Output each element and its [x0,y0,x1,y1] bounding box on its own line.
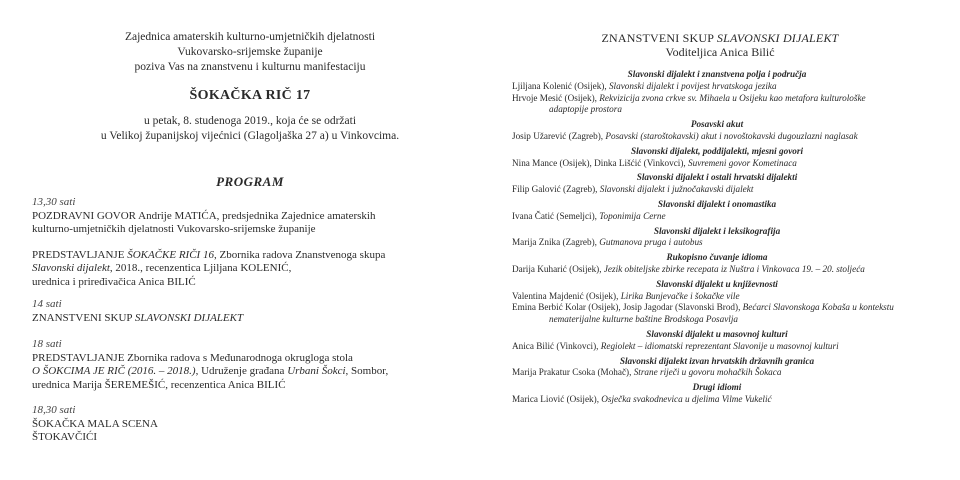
paper-author: Emina Berbić Kolar (Osijek), Josip Jagodar (Slavonski Brod), [512,302,743,313]
slot-text: PREDSTAVLJANJE ŠOKAČKE RIČI 16, Zbornika radova Znanstvenoga skupa [32,248,386,261]
paper-entry [512,81,922,93]
paper-entry [512,341,922,353]
paper-title: Posavski (staroštokavski) akut i novoštokavski dugouzlazni naglasak [605,130,858,141]
program-slot [32,298,452,325]
paper-author: Ljiljana Kolenić (Osijek), [512,80,609,91]
slot-text: POZDRAVNI GOVOR Andrije MATIĆA, predsjednika Zajednice amaterskih [32,209,376,222]
slot-text: urednica i priređivačica Anica BILIĆ [32,275,196,288]
paper-author: Filip Galović (Zagreb), [512,184,600,195]
slot-text: kulturno-umjetničkih djelatnosti Vukovarsko-srijemske županije [32,223,316,235]
slot-time: 18 sati [32,338,62,350]
event-date: u petak, 8. studenoga 2019., koja će se održati [143,115,357,127]
paper-author: Marija Znika (Zagreb), [512,237,600,248]
paper-author: Marica Liović (Osijek), [512,393,602,404]
section-title: Rukopisno čuvanje idioma [666,252,768,263]
paper-author: Marija Prakatur Csoka (Mohač), [512,367,634,378]
paper-author: Josip Užarević (Zagreb), [512,130,606,141]
event-title: ŠOKAČKA RIČ 17 [189,88,311,103]
paper-entry [512,367,922,379]
paper-title: Suvremeni govor Kometinaca [688,157,797,168]
paper-entry [512,131,922,143]
slot-time: 18,30 sati [32,404,76,416]
paper-entry [512,291,922,303]
paper-title: Toponimija Cerne [599,210,666,221]
paper-author: Valentina Majdenić (Osijek), [512,290,621,301]
slot-text: PREDSTAVLJANJE Zbornika radova s Međunarodnoga okrugloga stola [32,351,353,364]
paper-author: Hrvoje Mesić (Osijek), [512,92,600,103]
section-title: Slavonski dijalekt u masovnoj kulturi [646,328,788,339]
paper-entry [512,237,922,249]
county-line: Vukovarsko-srijemske županije [177,46,323,58]
paper-author: Anica Bilić (Vinkovci), [512,340,601,351]
paper-title: Regiolekt – idiomatski reprezentant Slavonije u masovnoj kulturi [600,340,839,351]
paper-author: Darija Kuharić (Osijek), [512,263,604,274]
program-slot [32,404,452,445]
invitation-block [70,30,430,75]
paper-title-continued: nematerijalne kulturne baštine Brodskoga Posavlja [549,314,738,325]
section-title: Slavonski dijalekt i onomastika [657,198,777,209]
right-page [480,0,960,480]
event-details [70,114,430,144]
paper-title: Jezik obiteljske zbirke recepata iz Nuštra i Vinkovaca 19. – 20. stoljeća [603,263,865,274]
paper-entry [512,302,922,326]
invitation-line: poziva Vas na znanstvenu i kulturnu manifestaciju [134,61,366,73]
slot-text: ZNANSTVENI SKUP SLAVONSKI DIJALEKT [32,311,244,324]
paper-title: Rekvizicija zvona crkve sv. Mihaela u Osijeku kao metafora kulturološke [599,92,866,103]
slot-text: ŠOKAČKA MALA SCENA [32,417,158,430]
section-title: Posavski akut [690,119,744,130]
section-title: Slavonski dijalekt, poddijalekti, mjesni govori [630,145,803,156]
symposium-title: ZNANSTVENI SKUP SLAVONSKI DIJALEKT [601,31,839,45]
paper-entry [512,264,922,276]
slot-text: O ŠOKCIMA JE RIČ (2016. – 2018.), Udruženje građana Urbani Šokci, Sombor, [32,365,389,377]
paper-entry [512,158,922,170]
organizer-line: Zajednica amaterskih kulturno-umjetničkih djelatnosti [124,31,376,43]
program-heading: PROGRAM [216,174,284,189]
paper-title: Gutmanova pruga i autobus [599,237,703,248]
paper-author: Nina Mance (Osijek), Dinka Lišćić (Vinkovci), [512,157,688,168]
paper-title: Lirika Bunjevačke i šokačke vile [620,290,740,301]
slot-time: 13,30 sati [32,196,76,208]
paper-title: Slavonski dijalekt i južnočakavski dijalekt [599,184,754,195]
section-title: Slavonski dijalekt izvan hrvatskih državnih granica [619,355,815,366]
paper-entry [512,211,922,223]
paper-title: Slavonski dijalekt i povijest hrvatskoga jezika [608,80,777,91]
slot-time: 14 sati [32,298,62,310]
section-title: Drugi idiomi [692,382,742,393]
program-slot [32,196,452,289]
paper-entry [512,184,922,196]
paper-title: Bećarci Slavonskoga Kobaša u kontekstu [742,302,894,313]
paper-title: Strane riječi u govoru mohačkih Šokaca [633,367,782,378]
paper-entry [512,93,922,117]
section-title: Slavonski dijalekt u književnosti [656,278,778,289]
paper-author: Ivana Čatić (Semeljci), [512,210,600,221]
section-title: Slavonski dijalekt i ostali hrvatski dijalekti [636,172,798,183]
slot-text: Slavonski dijalekt, 2018., recenzentica Ljiljana KOLENIĆ, [32,262,292,274]
section-title: Slavonski dijalekt i znanstvena polja i područja [627,69,807,79]
paper-title: Osječka svakodnevica u djelima Vilme Vukelić [601,393,772,404]
slot-text: ŠTOKAVČIĆI [32,431,97,443]
event-place: u Velikoj županijskoj vijećnici (Glagoljaška 27 a) u Vinkovcima. [100,130,400,142]
section-title: Slavonski dijalekt i leksikografija [653,225,781,236]
session-list [512,66,922,406]
paper-entry [512,394,922,406]
program-slot [32,338,452,392]
paper-title-continued: adaptopije prostora [549,104,622,115]
slot-text: urednica Marija ŠEREMEŠIĆ, recenzentica Anica BILIĆ [32,378,286,391]
symposium-moderator: Voditeljica Anica Bilić [665,45,775,59]
